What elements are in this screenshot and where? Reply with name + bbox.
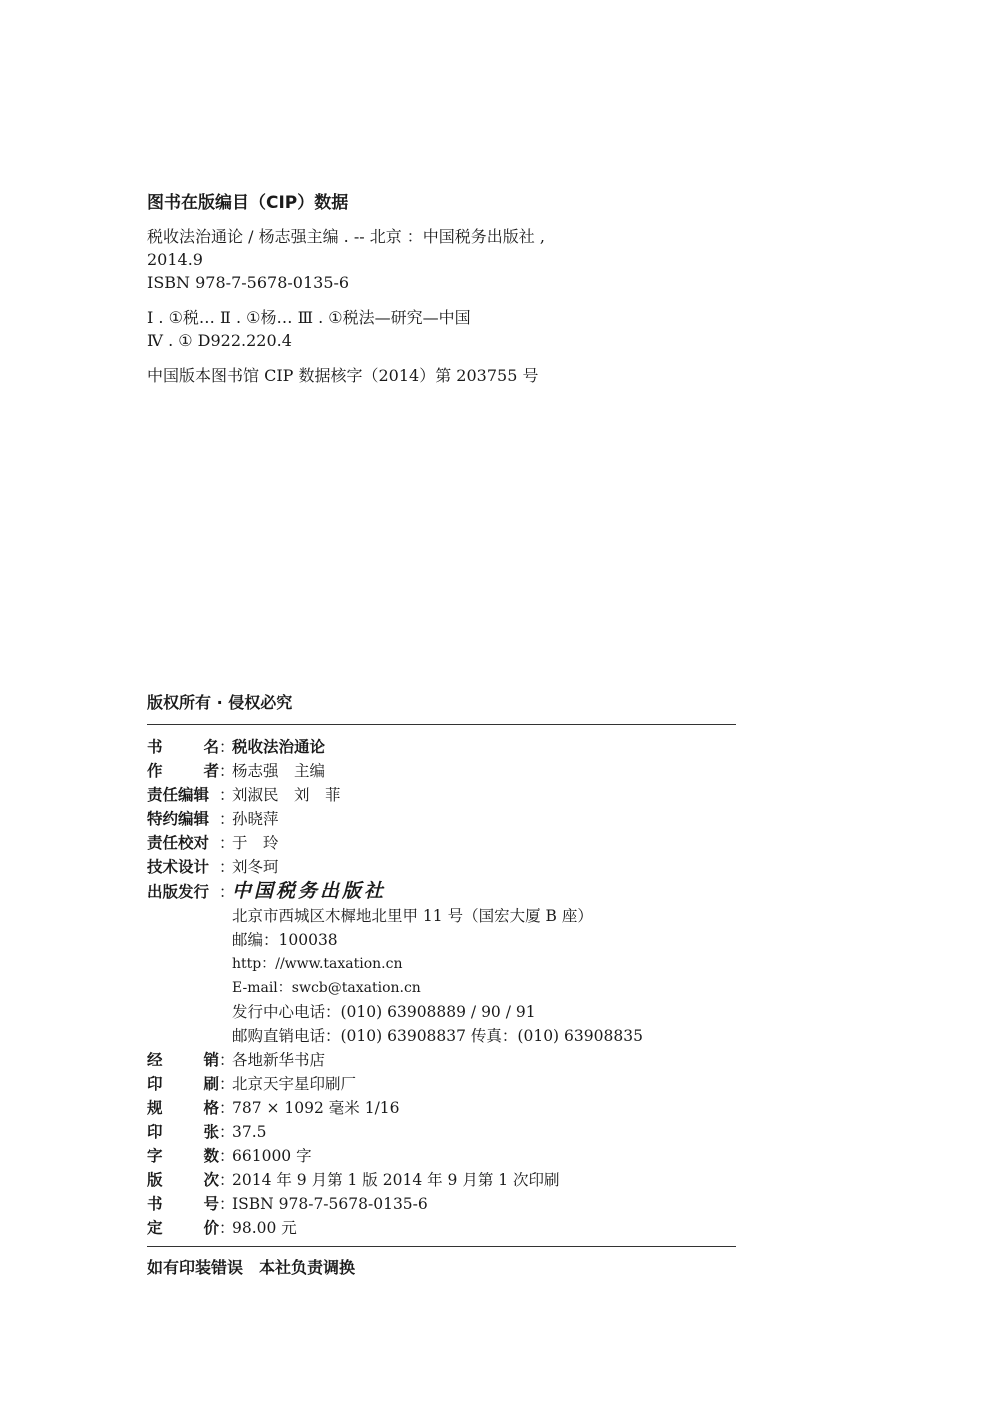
cip-classification: Ⅳ . ① D922.220.4 [147,331,292,350]
isbn-value: ISBN 978-7-5678-0135-6 [232,1195,428,1213]
label-editor: 责任编辑 [147,786,210,804]
colon: ： [219,1147,235,1165]
info-row-printer [147,1072,736,1096]
colon: ： [219,762,235,780]
publisher-logo: 中国税务出版社 [232,880,387,902]
divider [147,1246,736,1247]
label-char: 字 [147,1147,163,1165]
label-char: 价 [203,1219,219,1237]
colon: ： [219,1195,235,1213]
colon: ： [219,810,235,828]
publisher-address: 北京市西城区木樨地北里甲 11 号（国宏大厦 B 座） [232,907,593,925]
label-format [147,1096,219,1120]
info-row-proofreader [147,831,736,855]
label-char: 格 [203,1099,219,1117]
cip-classification: Ⅰ . ①税… Ⅱ . ①杨… Ⅲ . ①税法—研究—中国 [147,308,471,327]
book-title: 税收法治通论 [232,738,326,756]
colon: ： [219,1099,235,1117]
copyright-notice: 版权所有 · 侵权必究 [147,693,293,712]
format-value: 787 × 1092 毫米 1/16 [232,1099,400,1117]
publisher-website: http：//www.taxation.cn [232,956,403,972]
label-char: 印 [147,1123,163,1141]
label-char: 销 [203,1051,219,1069]
label-sheets [147,1120,219,1144]
label-char: 次 [203,1171,219,1189]
publication-info [147,735,736,1240]
info-row-publisher [147,879,736,904]
label-char: 刷 [203,1075,219,1093]
sheets-value: 37.5 [232,1123,267,1141]
label-isbn [147,1192,219,1216]
colon: ： [219,1123,235,1141]
info-row-edition [147,1168,736,1192]
label-char: 书 [147,738,163,756]
colon: ： [219,1075,235,1093]
label-char: 规 [147,1099,163,1117]
copyright-block [147,692,736,1279]
label-char: 数 [203,1147,219,1165]
publisher-phone: 发行中心电话：(010) 63908889 / 90 / 91 [232,1003,536,1021]
cip-line: ISBN 978-7-5678-0135-6 [147,273,350,292]
print-error-notice: 如有印装错误 本社负责调换 [147,1258,356,1277]
info-row-title [147,735,736,759]
info-row-word-count [147,1144,736,1168]
publisher-postcode: 邮编：100038 [232,931,338,949]
label-char: 者 [203,762,219,780]
label-char: 书 [147,1195,163,1213]
label-distributor [147,1048,219,1072]
info-row-price [147,1216,736,1240]
spacer [147,294,747,306]
label-special-editor: 特约编辑 [147,810,210,828]
label-char: 作 [147,762,163,780]
info-row-distributor [147,1048,736,1072]
colon: ： [219,1171,235,1189]
label-char: 定 [147,1219,163,1237]
proofreader-value: 于 玲 [232,834,279,852]
cip-block [147,191,747,387]
publisher-email: E-mail：swcb@taxation.cn [232,980,421,996]
colon: ： [219,834,235,852]
author-value: 杨志强 主编 [232,762,326,780]
info-row-special-editor [147,807,736,831]
cip-line: 2014.9 [147,250,203,269]
label-char: 经 [147,1051,163,1069]
editor-value: 刘淑民 刘 菲 [232,786,341,804]
label-price [147,1216,219,1240]
cip-heading: 图书在版编目（CIP）数据 [147,193,349,213]
info-row-format [147,1096,736,1120]
info-row-editor [147,783,736,807]
edition-value: 2014 年 9 月第 1 版 2014 年 9 月第 1 次印刷 [232,1171,560,1189]
label-char: 号 [203,1195,219,1213]
spacer [147,352,747,364]
cip-line: 税收法治通论 / 杨志强主编 . -- 北京 ：中国税务出版社 , [147,227,545,246]
info-row-isbn [147,1192,736,1216]
info-row-design [147,855,736,879]
colon: ： [219,738,235,756]
label-printer [147,1072,219,1096]
cip-record: 中国版本图书馆 CIP 数据核字（2014）第 203755 号 [147,366,539,385]
label-publisher: 出版发行 [147,883,210,901]
label-edition [147,1168,219,1192]
label-char: 张 [203,1123,219,1141]
info-row-sheets [147,1120,736,1144]
printer-value: 北京天宇星印刷厂 [232,1075,357,1093]
label-title [147,735,219,759]
label-author [147,759,219,783]
publisher-mail-order: 邮购直销电话：(010) 63908837 传真：(010) 63908835 [232,1027,643,1045]
divider [147,724,736,725]
colon: ： [219,883,235,901]
colon: ： [219,786,235,804]
label-char: 名 [203,738,219,756]
label-char: 印 [147,1075,163,1093]
label-proofreader: 责任校对 [147,834,210,852]
label-design: 技术设计 [147,858,210,876]
distributor-value: 各地新华书店 [232,1051,326,1069]
design-value: 刘冬珂 [232,858,279,876]
colon: ： [219,858,235,876]
colon: ： [219,1051,235,1069]
special-editor-value: 孙晓萍 [232,810,279,828]
label-word-count [147,1144,219,1168]
info-row-author [147,759,736,783]
price-value: 98.00 元 [232,1219,297,1237]
word-count-value: 661000 字 [232,1147,312,1165]
colon: ： [219,1219,235,1237]
label-char: 版 [147,1171,163,1189]
